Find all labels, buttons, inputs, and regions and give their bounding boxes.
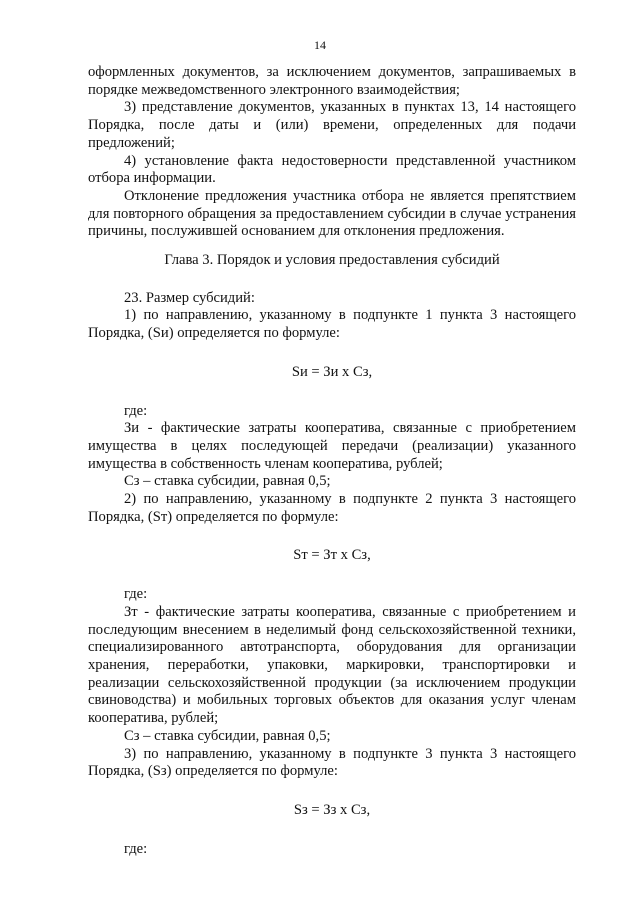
document-body <box>88 64 576 858</box>
paragraph: Сз – ставка субсидии, равная 0,5; <box>124 727 331 744</box>
where-label: где: <box>124 840 148 857</box>
paragraph: 3) по направлению, указанному в подпункте 3 пункта 3 настоящего Порядка, (Sз) определяется по формуле: <box>88 745 576 780</box>
paragraph: 1) по направлению, указанному в подпункте 1 пункта 3 настоящего Порядка, (Sи) определяется по формуле: <box>88 307 576 342</box>
paragraph: Зт - фактические затраты кооператива, связанные с приобретением и последующим внесением в неделимый фонд сельскохозяйственной техники, специализированного автотранспорта, оборудования для организации хранения, переработки, упаковки, маркировки, транспортировки и реализации сельскохозяйственной продукции (за исключением продукции свиноводства) и мобильных торговых объектов для оказания услуг членам кооператива, рублей; <box>88 603 576 727</box>
formula: Sз = Зз х Сз, <box>293 801 371 818</box>
paragraph: Сз – ставка субсидии, равная 0,5; <box>124 473 331 490</box>
where-label: где: <box>124 586 148 603</box>
paragraph: 4) установление факта недостоверности представленной участником отбора информации. <box>88 152 576 187</box>
paragraph: 2) по направлению, указанному в подпункте 2 пункта 3 настоящего Порядка, (Sт) определяется по формуле: <box>88 491 576 525</box>
formula: Sт = Зт х Сз, <box>293 547 371 564</box>
where-label: где: <box>124 402 148 419</box>
page-number: 14 <box>314 38 326 52</box>
paragraph: 23. Размер субсидий: <box>124 289 255 306</box>
paragraph: 3) представление документов, указанных в пунктах 13, 14 настоящего Порядка, после даты и (или) времени, определенных для подачи предложений; <box>88 99 576 151</box>
paragraph: Отклонение предложения участника отбора не является препятствием для повторного обращения за предоставлением субсидии в случае устранения причины, послужившей основанием для отклонения предложения. <box>88 187 576 240</box>
formula: Sи = Зи х Сз, <box>291 363 373 380</box>
paragraph: Зи - фактические затраты кооператива, связанные с приобретением имущества в целях последующей передачи (реализации) указанного имущества в собственность членам кооператива, рублей; <box>88 420 576 472</box>
chapter-heading: Глава 3. Порядок и условия предоставления субсидий <box>164 252 500 269</box>
paragraph: оформленных документов, за исключением документов, запрашиваемых в порядке межведомственного электронного взаимодействия; <box>88 64 576 98</box>
